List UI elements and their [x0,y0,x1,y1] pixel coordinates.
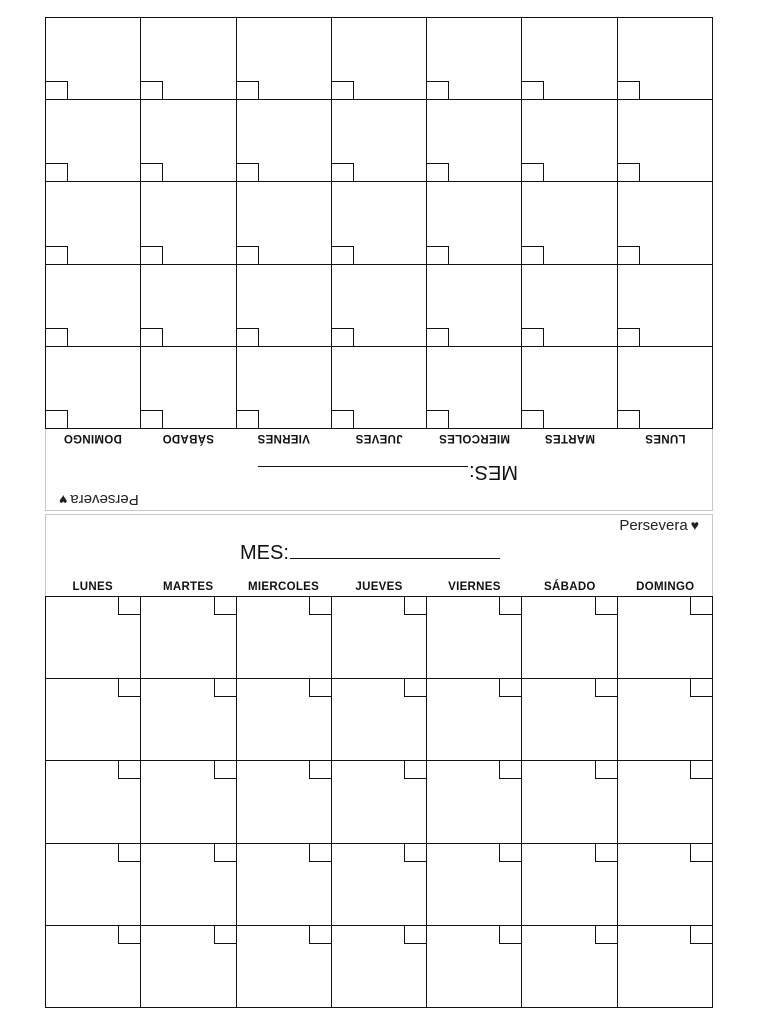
day-cell [617,99,712,181]
day-number-box [595,926,617,944]
day-number-box [237,163,259,181]
day-cell [617,17,712,99]
weekday-domingo: DOMINGO [63,432,122,444]
day-cell [617,346,712,428]
day-number-box [214,844,236,862]
day-cell [237,679,332,761]
day-cell [522,679,617,761]
day-number-box [332,410,354,428]
day-number-box [427,328,449,346]
day-number-box [309,844,331,862]
day-cell [140,99,235,181]
day-cell [426,346,521,428]
day-cell [618,926,713,1008]
day-cell [237,761,332,843]
day-cell [522,761,617,843]
day-cell [46,926,141,1008]
day-cell [332,761,427,843]
day-number-box [46,410,68,428]
day-number-box [141,163,163,181]
day-cell [426,99,521,181]
day-cell [46,597,141,679]
day-cell [331,346,426,428]
day-cell [426,264,521,346]
weekday-header-row [45,429,713,447]
weekday-viernes: VIERNES [257,432,310,444]
day-number-box [618,410,640,428]
heart-icon: ♥ [59,492,68,508]
day-cell [45,346,140,428]
day-cell [331,181,426,263]
day-cell [618,679,713,761]
day-number-box [309,597,331,615]
day-number-box [332,81,354,99]
calendar-header [45,514,713,596]
day-number-box [690,844,712,862]
day-cell [236,99,331,181]
day-number-box [618,246,640,264]
day-number-box [237,246,259,264]
day-number-box [690,926,712,944]
day-number-box [214,926,236,944]
day-cell [332,597,427,679]
day-grid [45,596,713,1008]
day-number-box [118,679,140,697]
month-blank-line [258,466,468,485]
calendar-top-inverted [45,17,713,511]
day-number-box [214,679,236,697]
day-cell [618,597,713,679]
day-number-box [214,761,236,779]
day-cell [617,181,712,263]
day-cell [521,264,616,346]
day-number-box [118,761,140,779]
brand-label: Persevera [70,491,139,508]
day-number-box [237,81,259,99]
day-number-box [595,844,617,862]
day-cell [332,844,427,926]
day-number-box [309,679,331,697]
day-cell [331,264,426,346]
day-number-box [404,926,426,944]
day-number-box [427,246,449,264]
day-cell [141,844,236,926]
weekday-sabado: SÁBADO [162,432,214,444]
day-number-box [46,328,68,346]
day-number-box [404,844,426,862]
day-cell [46,679,141,761]
day-number-box [690,761,712,779]
weekday-viernes: VIERNES [448,581,501,593]
day-number-box [427,410,449,428]
day-number-box [309,761,331,779]
month-label-text: MES: [240,542,289,564]
day-cell [331,17,426,99]
heart-icon: ♥ [690,517,699,533]
day-cell [140,181,235,263]
day-number-box [404,679,426,697]
day-number-box [595,679,617,697]
day-number-box [522,246,544,264]
day-number-box [595,597,617,615]
day-cell [332,926,427,1008]
day-number-box [499,844,521,862]
day-cell [332,679,427,761]
weekday-martes: MARTES [544,432,596,444]
day-number-box [618,163,640,181]
day-number-box [332,246,354,264]
day-number-box [690,679,712,697]
day-cell [522,597,617,679]
day-number-box [427,163,449,181]
weekday-jueves: JUEVES [355,581,403,593]
day-number-box [499,761,521,779]
day-number-box [237,410,259,428]
brand-text [59,491,139,508]
month-blank-line [290,540,500,559]
weekday-lunes: LUNES [645,432,686,444]
day-number-box [118,926,140,944]
day-cell [427,597,522,679]
day-number-box [595,761,617,779]
day-number-box [237,328,259,346]
day-grid [45,17,713,429]
weekday-sabado: SÁBADO [544,581,596,593]
day-cell [522,926,617,1008]
day-cell [140,264,235,346]
weekday-header-row [45,578,713,596]
day-number-box [118,844,140,862]
day-cell [141,679,236,761]
calendar-bottom [45,514,713,1008]
day-cell [46,844,141,926]
day-number-box [522,328,544,346]
weekday-miercoles: MIERCOLES [438,432,510,444]
day-number-box [118,597,140,615]
day-number-box [141,328,163,346]
day-number-box [332,163,354,181]
day-number-box [618,328,640,346]
day-cell [427,761,522,843]
weekday-martes: MARTES [162,581,214,593]
brand-label: Persevera [619,517,688,534]
day-number-box [499,926,521,944]
day-cell [618,844,713,926]
weekday-domingo: DOMINGO [636,581,695,593]
day-number-box [46,246,68,264]
month-label-text: MES: [469,461,518,483]
day-number-box [404,597,426,615]
day-number-box [309,926,331,944]
day-cell [236,181,331,263]
day-cell [46,761,141,843]
day-number-box [404,761,426,779]
day-number-box [214,597,236,615]
day-number-box [499,679,521,697]
day-cell [426,181,521,263]
day-cell [141,926,236,1008]
day-cell [236,264,331,346]
day-cell [45,181,140,263]
day-cell [522,844,617,926]
brand-text [619,517,699,534]
month-title [258,460,518,485]
day-cell [237,926,332,1008]
day-cell [521,99,616,181]
day-cell [521,181,616,263]
day-cell [236,17,331,99]
day-cell [45,99,140,181]
day-number-box [522,81,544,99]
day-cell [45,264,140,346]
day-cell [427,926,522,1008]
day-number-box [618,81,640,99]
calendar-header [45,429,713,511]
day-number-box [499,597,521,615]
day-cell [617,264,712,346]
day-number-box [141,410,163,428]
month-title [240,540,500,565]
day-cell [427,679,522,761]
day-cell [237,597,332,679]
day-number-box [46,163,68,181]
day-cell [236,346,331,428]
day-number-box [141,246,163,264]
day-cell [237,844,332,926]
day-cell [45,17,140,99]
day-cell [141,597,236,679]
day-cell [521,346,616,428]
day-cell [618,761,713,843]
day-number-box [522,410,544,428]
day-cell [141,761,236,843]
day-number-box [427,81,449,99]
day-number-box [46,81,68,99]
day-number-box [690,597,712,615]
weekday-lunes: LUNES [72,581,113,593]
day-cell [140,346,235,428]
day-number-box [332,328,354,346]
day-cell [521,17,616,99]
day-cell [331,99,426,181]
day-number-box [522,163,544,181]
day-cell [426,17,521,99]
weekday-jueves: JUEVES [355,432,403,444]
day-cell [427,844,522,926]
day-number-box [141,81,163,99]
day-cell [140,17,235,99]
weekday-miercoles: MIERCOLES [248,581,320,593]
